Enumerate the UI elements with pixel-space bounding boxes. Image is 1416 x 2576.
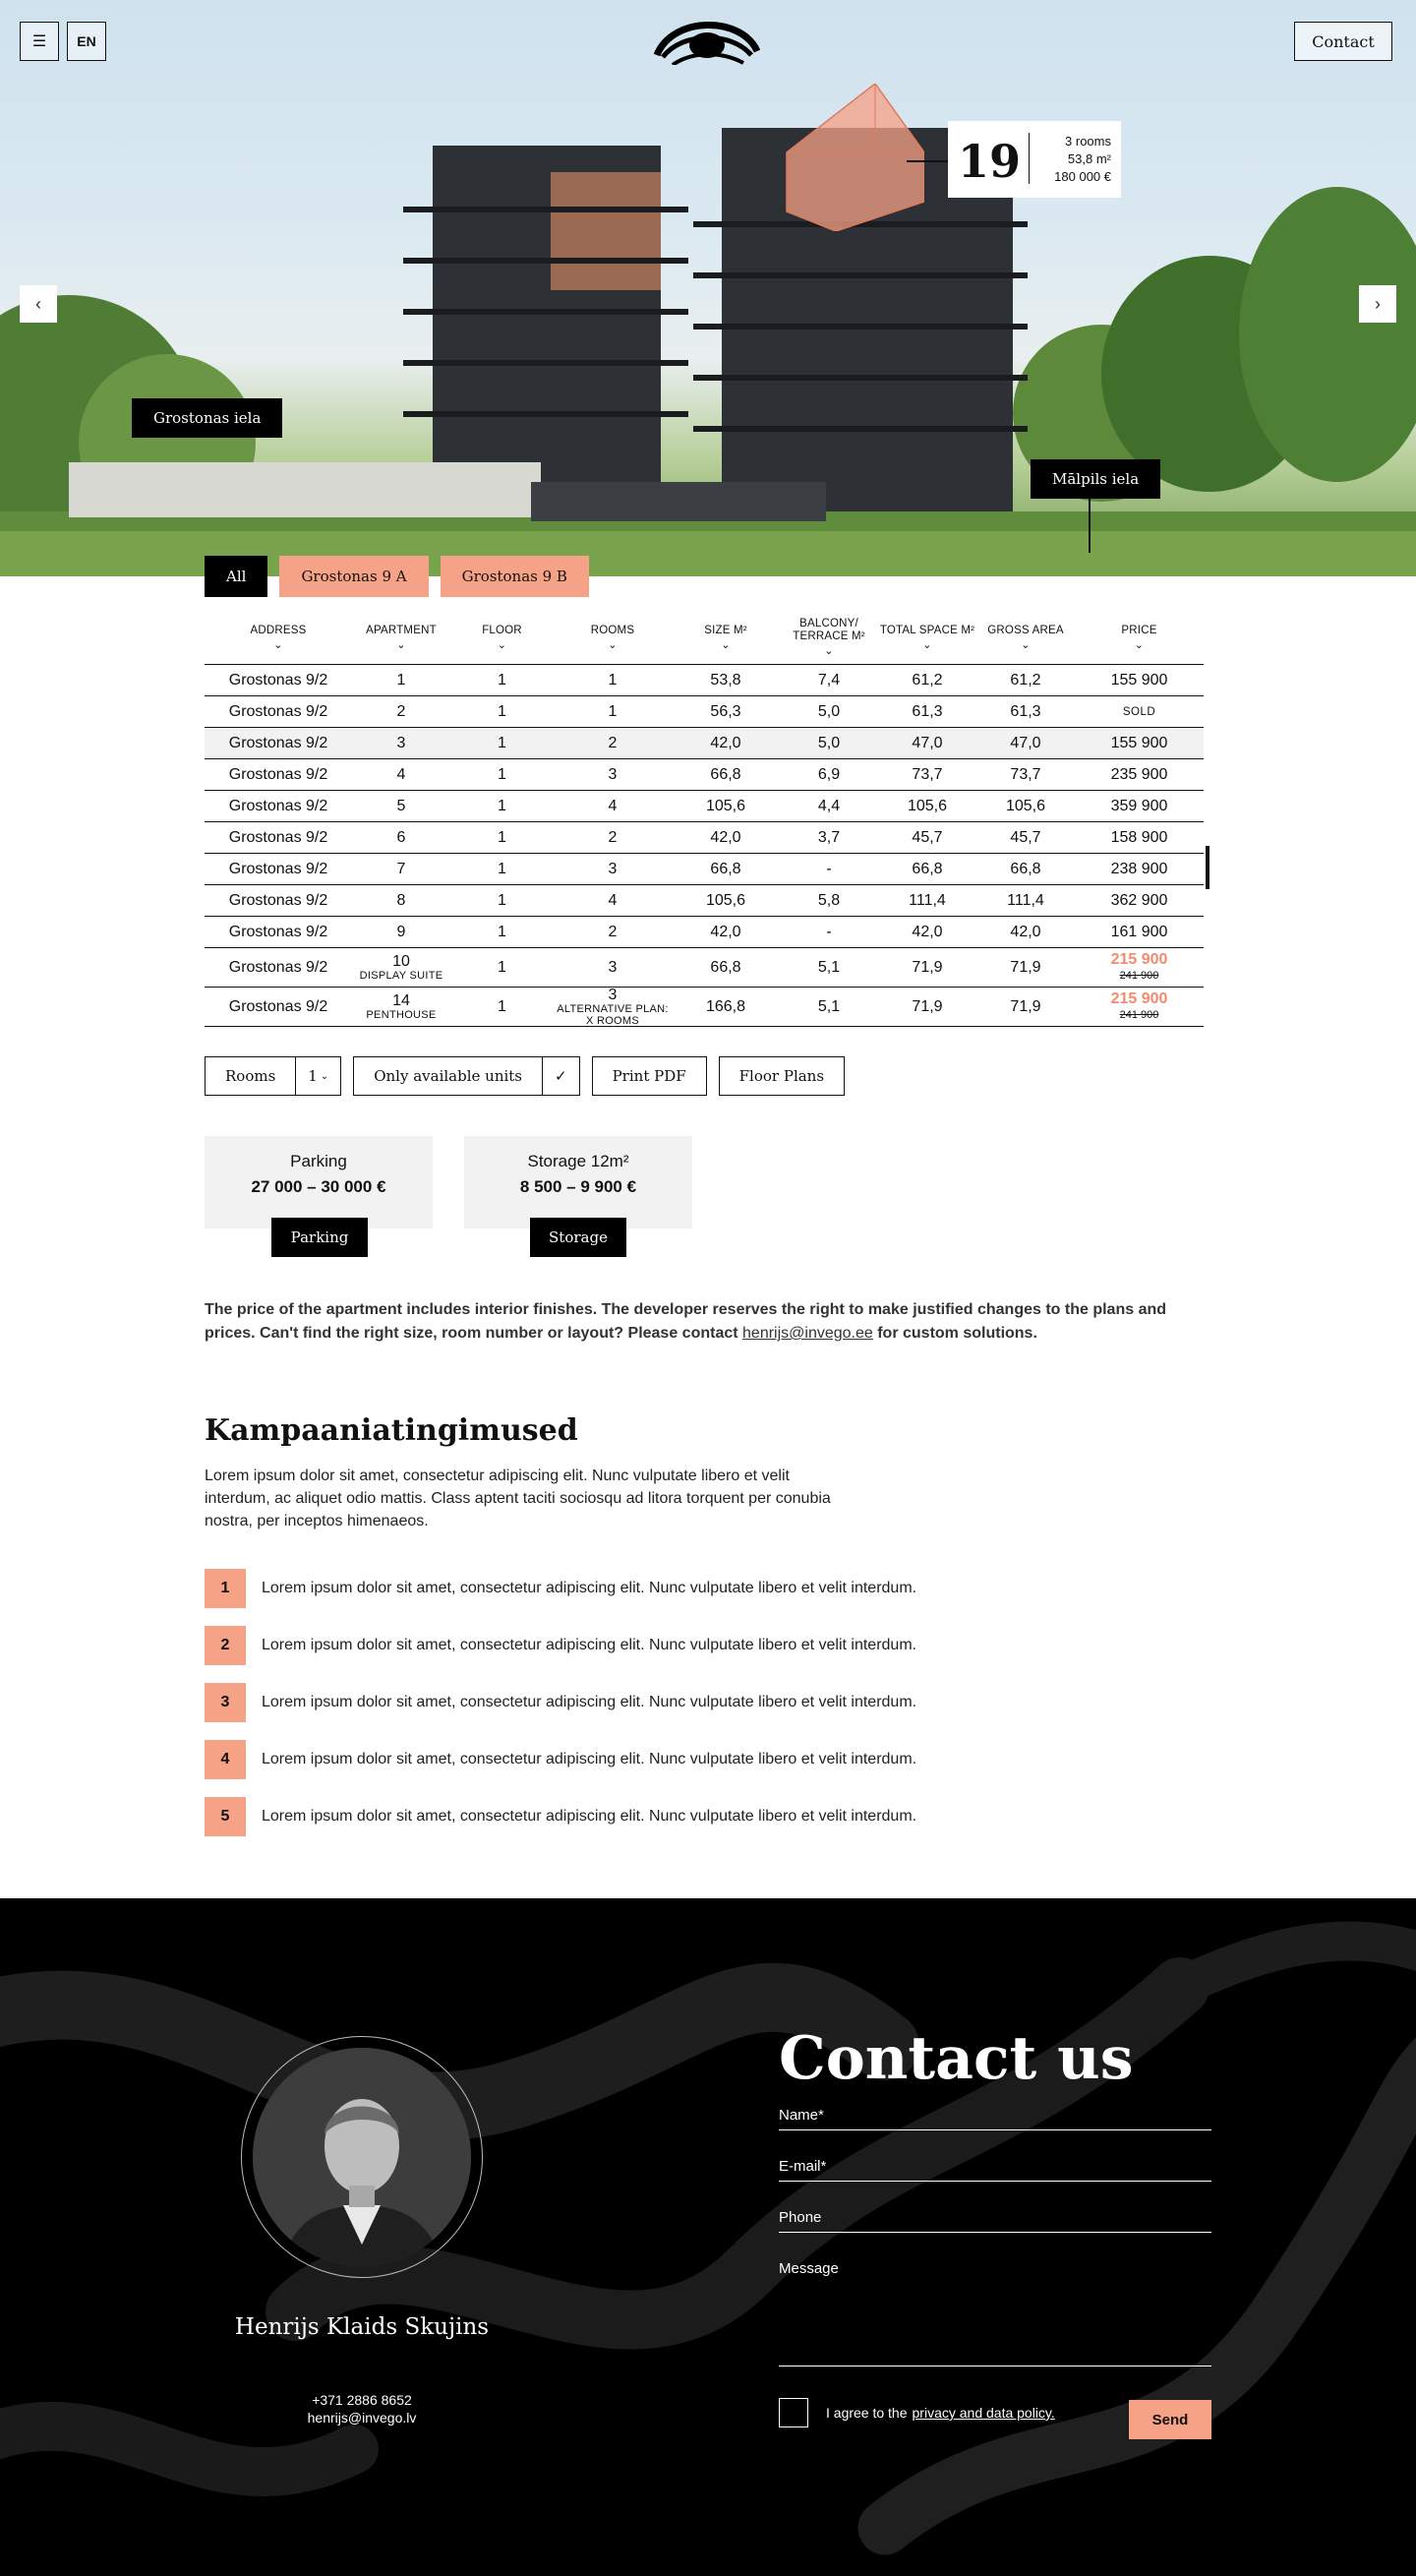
cell-size: 105,6	[705, 891, 746, 909]
menu-icon: ☰	[31, 33, 47, 50]
hero-image	[0, 0, 1416, 576]
column-header-apartment[interactable]: APARTMENT ⌄	[352, 625, 450, 652]
cell-size: 53,8	[710, 671, 741, 689]
campaign-title: Kampaaniatingimused	[205, 1413, 578, 1448]
cell-balcony: 4,4	[817, 797, 841, 814]
cell-address: Grostonas 9/2	[228, 671, 328, 689]
next-slide-button[interactable]	[1359, 285, 1396, 323]
tab-grostonas-9b[interactable]: Grostonas 9 B	[441, 556, 589, 597]
cell-address: Grostonas 9/2	[228, 998, 328, 1015]
cell-gross: 111,4	[1007, 891, 1044, 909]
campaign-item	[205, 1740, 916, 1779]
cell-rooms: 4	[608, 797, 618, 814]
email-field[interactable]: E-mail*	[779, 2158, 1211, 2182]
check-icon: ✓	[555, 1067, 567, 1085]
contact-email-link[interactable]: henrijs@invego.ee	[742, 1325, 873, 1342]
cell-balcony: 5,0	[817, 702, 841, 720]
cell-gross: 61,2	[1010, 671, 1041, 689]
campaign-item-text: Lorem ipsum dolor sit amet, consectetur adipiscing elit. Nunc vulputate libero et velit interdum.	[262, 1808, 917, 1825]
cell-address: Grostonas 9/2	[228, 860, 328, 877]
campaign-item	[205, 1569, 916, 1608]
campaign-item	[205, 1797, 916, 1836]
cell-price: SOLD	[1122, 706, 1156, 718]
column-header-floor[interactable]: FLOOR ⌄	[450, 625, 554, 652]
apartments-table	[205, 612, 1204, 1027]
chevron-down-icon: ⌄	[497, 638, 507, 651]
agent-email[interactable]: henrijs@invego.lv	[307, 2410, 417, 2426]
cell-gross: 47,0	[1010, 734, 1041, 751]
contact-button[interactable]: Contact	[1294, 22, 1392, 61]
rooms-filter-label: Rooms	[225, 1067, 276, 1085]
campaign-item-text: Lorem ipsum dolor sit amet, consectetur adipiscing elit. Nunc vulputate libero et velit interdum.	[262, 1751, 917, 1767]
cell-price: 362 900	[1110, 891, 1168, 909]
cell-gross: 71,9	[1010, 998, 1041, 1015]
cell-apartment: 3	[396, 734, 406, 751]
table-row[interactable]	[205, 917, 1204, 948]
agent-phone[interactable]: +371 2886 8652	[312, 2392, 412, 2408]
cell-apartment: 7	[396, 860, 406, 877]
cell-size: 105,6	[705, 797, 746, 814]
column-header-gross-area[interactable]: GROSS AREA ⌄	[976, 625, 1075, 652]
parking-card	[205, 1136, 433, 1228]
cell-address: Grostonas 9/2	[228, 891, 328, 909]
campaign-item-number: 4	[205, 1740, 246, 1779]
apartment-tooltip[interactable]	[948, 121, 1121, 198]
contact-section	[0, 1898, 1416, 2576]
campaign-item-number: 1	[205, 1569, 246, 1608]
cell-total: 47,0	[912, 734, 943, 751]
privacy-consent	[779, 2398, 1055, 2427]
cell-apartment: 1	[396, 671, 406, 689]
cell-size: 42,0	[710, 923, 741, 940]
campaign-item-text: Lorem ipsum dolor sit amet, consectetur adipiscing elit. Nunc vulputate libero et velit interdum.	[262, 1694, 917, 1710]
cell-rooms: 3	[608, 765, 618, 783]
campaign-item-text: Lorem ipsum dolor sit amet, consectetur adipiscing elit. Nunc vulputate libero et velit interdum.	[262, 1637, 917, 1653]
menu-button[interactable]	[20, 22, 59, 61]
parking-button[interactable]: Parking	[271, 1218, 368, 1257]
print-pdf-button[interactable]	[592, 1056, 707, 1096]
cell-gross: 61,3	[1010, 702, 1041, 720]
cell-floor: 1	[498, 765, 506, 783]
agent-name: Henrijs Klaids Skujins	[234, 2314, 490, 2340]
cell-gross: 73,7	[1010, 765, 1041, 783]
chevron-right-icon: ›	[1375, 293, 1381, 314]
table-row[interactable]	[205, 759, 1204, 791]
chevron-down-icon: ⌄	[320, 1070, 329, 1082]
table-row[interactable]	[205, 791, 1204, 822]
tab-all[interactable]: All	[205, 556, 267, 597]
cell-total: 73,7	[912, 765, 943, 783]
cell-price: 155 900	[1110, 734, 1168, 751]
storage-title: Storage 12m²	[527, 1152, 629, 1170]
cell-floor: 1	[498, 891, 506, 909]
cell-apartment: 4	[396, 765, 406, 783]
campaign-item-number: 5	[205, 1797, 246, 1836]
price-note: The price of the apartment includes interior finishes. The developer reserves the right to make justified changes to the plans and prices. Can't find the right size, room number or layout? Please contact henrijs@invego.ee for custom solutions.	[205, 1301, 1167, 1342]
storage-price: 8 500 – 9 900 €	[519, 1177, 637, 1196]
cell-total: 42,0	[912, 923, 943, 940]
floor-plans-button[interactable]	[719, 1056, 845, 1096]
table-row[interactable]	[205, 885, 1204, 917]
rooms-select[interactable]: 1 ⌄	[295, 1057, 340, 1095]
cell-gross: 105,6	[1005, 797, 1046, 814]
cell-price: 235 900	[1110, 765, 1168, 783]
language-switcher[interactable]: EN	[67, 22, 106, 61]
cell-address: Grostonas 9/2	[228, 797, 328, 814]
campaign-text: Lorem ipsum dolor sit amet, consectetur adipiscing elit. Nunc vulputate libero et velit interdum, ac aliquet odio mattis. Class aptent taciti sociosqu ad litora torquent per conubia nostra, per inceptos himenaeos.	[205, 1468, 831, 1529]
campaign-item	[205, 1626, 916, 1665]
cell-size: 42,0	[710, 734, 741, 751]
cell-gross: 42,0	[1010, 923, 1041, 940]
building-tabs	[205, 556, 589, 597]
table-row[interactable]	[205, 988, 1204, 1027]
table-row[interactable]	[205, 728, 1204, 759]
cell-rooms: 2	[608, 923, 618, 940]
privacy-policy-link[interactable]: privacy and data policy.	[912, 2405, 1055, 2421]
cell-size: 166,8	[705, 998, 746, 1015]
filter-bar	[205, 1056, 845, 1096]
table-row[interactable]	[205, 696, 1204, 728]
column-header-rooms[interactable]: ROOMS ⌄	[554, 625, 672, 652]
storage-card	[464, 1136, 692, 1228]
apartment-rooms: 3 rooms	[1065, 134, 1111, 149]
cell-floor: 1	[498, 958, 506, 976]
apartment-number: 19	[958, 135, 1022, 188]
cell-size: 66,8	[710, 765, 741, 783]
cell-total: 61,2	[912, 671, 943, 689]
available-units-checkbox[interactable]	[542, 1057, 579, 1095]
cell-price: 238 900	[1110, 860, 1168, 877]
privacy-checkbox[interactable]	[779, 2398, 808, 2427]
cell-rooms: 3	[608, 860, 618, 877]
cell-apartment: 5	[396, 797, 406, 814]
cell-balcony: -	[826, 923, 832, 940]
floor-plans-label: Floor Plans	[738, 1067, 825, 1085]
cell-apartment: 9	[396, 923, 406, 940]
cell-balcony: -	[826, 860, 832, 877]
cell-gross: 45,7	[1010, 828, 1041, 846]
agree-text: I agree to the	[826, 2405, 908, 2421]
cell-apartment: 6	[396, 828, 406, 846]
chevron-down-icon: ⌄	[721, 638, 731, 651]
parking-price: 27 000 – 30 000 €	[251, 1177, 386, 1196]
cell-price: 215 900 241 900	[1110, 990, 1168, 1021]
cell-rooms: 4	[608, 891, 618, 909]
cell-balcony: 5,0	[817, 734, 841, 751]
cell-balcony: 7,4	[817, 671, 841, 689]
table-row[interactable]	[205, 822, 1204, 854]
cell-total: 71,9	[912, 958, 943, 976]
cell-price: 215 900 241 900	[1110, 950, 1168, 982]
cell-price: 158 900	[1110, 828, 1168, 846]
chevron-down-icon: ⌄	[273, 638, 283, 651]
cell-floor: 1	[498, 702, 506, 720]
cell-size: 66,8	[710, 860, 741, 877]
campaign-item-number: 3	[205, 1683, 246, 1722]
chevron-down-icon: ⌄	[1021, 638, 1031, 651]
contact-title: Contact us	[779, 2024, 1134, 2093]
chevron-down-icon: ⌄	[396, 638, 406, 651]
campaign-item-number: 2	[205, 1626, 246, 1665]
cell-total: 105,6	[907, 797, 948, 814]
table-scrollbar[interactable]	[1206, 846, 1210, 889]
cell-rooms: 2	[608, 734, 618, 751]
chevron-down-icon: ⌄	[824, 645, 834, 657]
cell-address: Grostonas 9/2	[228, 828, 328, 846]
cell-floor: 1	[498, 734, 506, 751]
name-field[interactable]: Name*	[779, 2107, 1211, 2130]
street-label-grostonas: Grostonas iela	[132, 398, 282, 438]
cell-price: 161 900	[1110, 923, 1168, 940]
campaign-item-text: Lorem ipsum dolor sit amet, consectetur adipiscing elit. Nunc vulputate libero et velit interdum.	[262, 1580, 917, 1596]
cell-balcony: 5,1	[817, 958, 841, 976]
cell-size: 56,3	[710, 702, 741, 720]
storage-button[interactable]: Storage	[530, 1218, 626, 1257]
cell-floor: 1	[498, 923, 506, 940]
tab-grostonas-9a[interactable]: Grostonas 9 A	[279, 556, 428, 597]
cell-address: Grostonas 9/2	[228, 765, 328, 783]
cell-total: 71,9	[912, 998, 943, 1015]
cell-floor: 1	[498, 797, 506, 814]
cell-gross: 66,8	[1010, 860, 1041, 877]
column-header-balcony[interactable]: BALCONY/ TERRACE M² ⌄	[780, 618, 878, 658]
chevron-down-icon: ⌄	[1134, 638, 1145, 651]
send-button[interactable]: Send	[1129, 2400, 1211, 2439]
phone-field[interactable]: Phone	[779, 2209, 1211, 2233]
cell-floor: 1	[498, 828, 506, 846]
cell-rooms: 1	[608, 702, 618, 720]
agent-contact	[216, 2391, 507, 2426]
chevron-down-icon: ⌄	[922, 638, 932, 651]
available-units-toggle[interactable]	[353, 1056, 579, 1096]
column-header-address[interactable]: ADDRESS ⌄	[205, 625, 352, 652]
cell-address: Grostonas 9/2	[228, 734, 328, 751]
cell-rooms: 3	[608, 958, 618, 976]
cell-apartment: 10 DISPLAY SUITE	[359, 952, 443, 982]
cell-balcony: 3,7	[817, 828, 841, 846]
print-pdf-label: Print PDF	[612, 1067, 686, 1085]
table-row[interactable]	[205, 854, 1204, 885]
rooms-filter	[205, 1056, 341, 1096]
cell-total: 66,8	[912, 860, 943, 877]
cell-rooms: 3 ALTERNATIVE PLAN: X ROOMS	[557, 987, 669, 1027]
cell-size: 66,8	[710, 958, 741, 976]
column-header-total-space[interactable]: TOTAL SPACE M² ⌄	[879, 624, 975, 651]
cell-size: 42,0	[710, 828, 741, 846]
message-field[interactable]: Message	[779, 2260, 1211, 2366]
avatar	[253, 2048, 471, 2266]
parking-title: Parking	[290, 1152, 347, 1170]
cell-balcony: 5,1	[817, 998, 841, 1015]
cell-price: 155 900	[1110, 671, 1168, 689]
cell-rooms: 2	[608, 828, 618, 846]
table-row[interactable]	[205, 948, 1204, 988]
cell-total: 111,4	[909, 891, 946, 909]
apartment-highlight[interactable]	[777, 84, 924, 231]
apartment-price: 180 000 €	[1054, 169, 1111, 184]
table-row[interactable]	[205, 665, 1204, 696]
eye-logo[interactable]	[653, 12, 761, 65]
cell-gross: 71,9	[1010, 958, 1041, 976]
cell-floor: 1	[498, 998, 506, 1015]
cell-total: 45,7	[912, 828, 943, 846]
cell-address: Grostonas 9/2	[228, 923, 328, 940]
campaign-item	[205, 1683, 916, 1722]
cell-address: Grostonas 9/2	[228, 702, 328, 720]
street-label-malpils: Mālpils iela	[1031, 459, 1160, 499]
chevron-left-icon: ‹	[35, 293, 41, 314]
cell-apartment: 8	[396, 891, 406, 909]
cell-price: 359 900	[1110, 797, 1168, 814]
cell-balcony: 5,8	[817, 891, 841, 909]
column-header-price[interactable]: PRICE ⌄	[1075, 625, 1204, 652]
available-units-label: Only available units	[374, 1067, 523, 1085]
table-header	[205, 612, 1204, 665]
cell-rooms: 1	[608, 671, 618, 689]
cell-floor: 1	[498, 860, 506, 877]
apartment-size: 53,8 m²	[1067, 151, 1111, 166]
prev-slide-button[interactable]	[20, 285, 57, 323]
cell-balcony: 6,9	[817, 765, 841, 783]
cell-total: 61,3	[912, 702, 943, 720]
cell-floor: 1	[498, 671, 506, 689]
chevron-down-icon: ⌄	[608, 638, 618, 651]
cell-apartment: 14 PENTHOUSE	[366, 992, 437, 1021]
brush-texture	[0, 1898, 1416, 2576]
column-header-size[interactable]: SIZE M² ⌄	[672, 625, 780, 652]
cell-address: Grostonas 9/2	[228, 958, 328, 976]
cell-apartment: 2	[396, 702, 406, 720]
